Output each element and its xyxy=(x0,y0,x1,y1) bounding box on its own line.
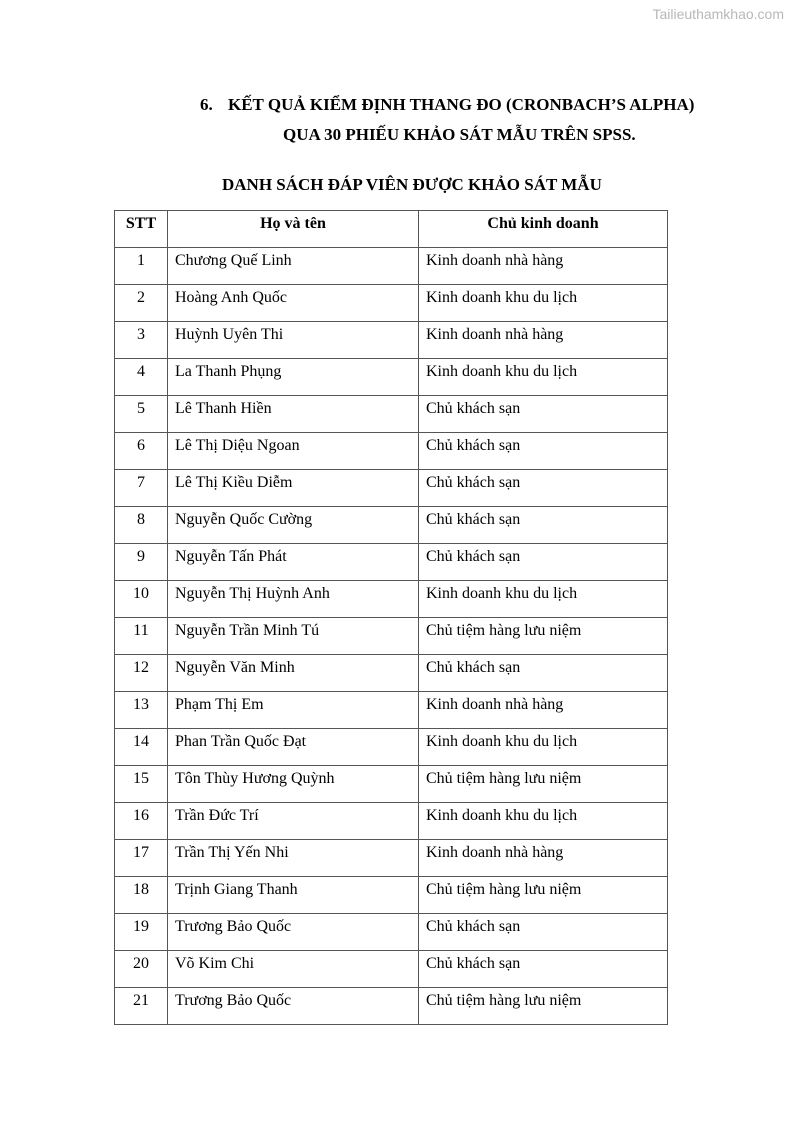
table-row xyxy=(115,322,668,359)
stt-cell: 6 xyxy=(115,433,168,470)
name-cell: Nguyễn Thị Huỳnh Anh xyxy=(168,581,419,618)
business-cell: Chủ khách sạn xyxy=(419,470,668,507)
table-row xyxy=(115,618,668,655)
business-cell: Kinh doanh khu du lịch xyxy=(419,803,668,840)
table-row xyxy=(115,396,668,433)
name-cell: Võ Kim Chi xyxy=(168,951,419,988)
business-cell: Chủ tiệm hàng lưu niệm xyxy=(419,988,668,1025)
stt-cell: 20 xyxy=(115,951,168,988)
name-cell: Nguyễn Văn Minh xyxy=(168,655,419,692)
name-cell: Trương Bảo Quốc xyxy=(168,988,419,1025)
name-cell: Lê Thanh Hiền xyxy=(168,396,419,433)
table-row xyxy=(115,692,668,729)
name-cell: Trần Thị Yến Nhi xyxy=(168,840,419,877)
stt-cell: 14 xyxy=(115,729,168,766)
table-row xyxy=(115,877,668,914)
stt-cell: 8 xyxy=(115,507,168,544)
business-cell: Chủ khách sạn xyxy=(419,396,668,433)
section-number: 6. xyxy=(200,95,213,114)
stt-cell: 21 xyxy=(115,988,168,1025)
stt-cell: 5 xyxy=(115,396,168,433)
business-cell: Kinh doanh nhà hàng xyxy=(419,322,668,359)
table-header-row xyxy=(115,211,668,248)
table-row xyxy=(115,470,668,507)
stt-cell: 19 xyxy=(115,914,168,951)
stt-cell: 10 xyxy=(115,581,168,618)
business-cell: Chủ tiệm hàng lưu niệm xyxy=(419,877,668,914)
header-stt: STT xyxy=(115,211,168,248)
table-row xyxy=(115,581,668,618)
heading-line-2: QUA 30 PHIẾU KHẢO SÁT MẪU TRÊN SPSS. xyxy=(283,125,636,144)
stt-cell: 15 xyxy=(115,766,168,803)
name-cell: Huỳnh Uyên Thi xyxy=(168,322,419,359)
stt-cell: 18 xyxy=(115,877,168,914)
header-business: Chủ kinh doanh xyxy=(419,211,668,248)
name-cell: Hoàng Anh Quốc xyxy=(168,285,419,322)
header-name: Họ và tên xyxy=(168,211,419,248)
table-row xyxy=(115,914,668,951)
name-cell: Trịnh Giang Thanh xyxy=(168,877,419,914)
stt-cell: 4 xyxy=(115,359,168,396)
table-row xyxy=(115,840,668,877)
business-cell: Chủ khách sạn xyxy=(419,951,668,988)
table-row xyxy=(115,655,668,692)
name-cell: Phan Trần Quốc Đạt xyxy=(168,729,419,766)
stt-cell: 13 xyxy=(115,692,168,729)
stt-cell: 2 xyxy=(115,285,168,322)
table-row xyxy=(115,803,668,840)
respondents-table xyxy=(114,210,668,1025)
business-cell: Kinh doanh khu du lịch xyxy=(419,359,668,396)
stt-cell: 17 xyxy=(115,840,168,877)
business-cell: Kinh doanh khu du lịch xyxy=(419,285,668,322)
table-row xyxy=(115,433,668,470)
table-row xyxy=(115,507,668,544)
stt-cell: 12 xyxy=(115,655,168,692)
name-cell: Nguyễn Tấn Phát xyxy=(168,544,419,581)
business-cell: Kinh doanh nhà hàng xyxy=(419,840,668,877)
table-row xyxy=(115,544,668,581)
heading-line-1: KẾT QUẢ KIỂM ĐỊNH THANG ĐO (CRONBACH’S ALPHA) xyxy=(228,95,695,114)
business-cell: Chủ khách sạn xyxy=(419,433,668,470)
business-cell: Chủ khách sạn xyxy=(419,544,668,581)
stt-cell: 16 xyxy=(115,803,168,840)
business-cell: Kinh doanh nhà hàng xyxy=(419,248,668,285)
stt-cell: 11 xyxy=(115,618,168,655)
section-heading xyxy=(200,95,694,115)
name-cell: Lê Thị Diệu Ngoan xyxy=(168,433,419,470)
stt-cell: 3 xyxy=(115,322,168,359)
business-cell: Kinh doanh nhà hàng xyxy=(419,692,668,729)
table-row xyxy=(115,359,668,396)
stt-cell: 1 xyxy=(115,248,168,285)
name-cell: Nguyễn Trần Minh Tú xyxy=(168,618,419,655)
business-cell: Kinh doanh khu du lịch xyxy=(419,729,668,766)
business-cell: Chủ khách sạn xyxy=(419,507,668,544)
stt-cell: 9 xyxy=(115,544,168,581)
business-cell: Chủ khách sạn xyxy=(419,655,668,692)
table-row xyxy=(115,729,668,766)
name-cell: Phạm Thị Em xyxy=(168,692,419,729)
name-cell: Lê Thị Kiều Diễm xyxy=(168,470,419,507)
table-row xyxy=(115,951,668,988)
business-cell: Chủ khách sạn xyxy=(419,914,668,951)
stt-cell: 7 xyxy=(115,470,168,507)
table-row xyxy=(115,988,668,1025)
name-cell: La Thanh Phụng xyxy=(168,359,419,396)
table-row xyxy=(115,285,668,322)
name-cell: Chương Quế Linh xyxy=(168,248,419,285)
business-cell: Chủ tiệm hàng lưu niệm xyxy=(419,766,668,803)
table-row xyxy=(115,766,668,803)
table-title: DANH SÁCH ĐÁP VIÊN ĐƯỢC KHẢO SÁT MẪU xyxy=(222,175,602,194)
name-cell: Trần Đức Trí xyxy=(168,803,419,840)
business-cell: Kinh doanh khu du lịch xyxy=(419,581,668,618)
watermark: Tailieuthamkhao.com xyxy=(652,6,784,22)
name-cell: Nguyễn Quốc Cường xyxy=(168,507,419,544)
business-cell: Chủ tiệm hàng lưu niệm xyxy=(419,618,668,655)
name-cell: Tôn Thùy Hương Quỳnh xyxy=(168,766,419,803)
table-row xyxy=(115,248,668,285)
name-cell: Trương Bảo Quốc xyxy=(168,914,419,951)
